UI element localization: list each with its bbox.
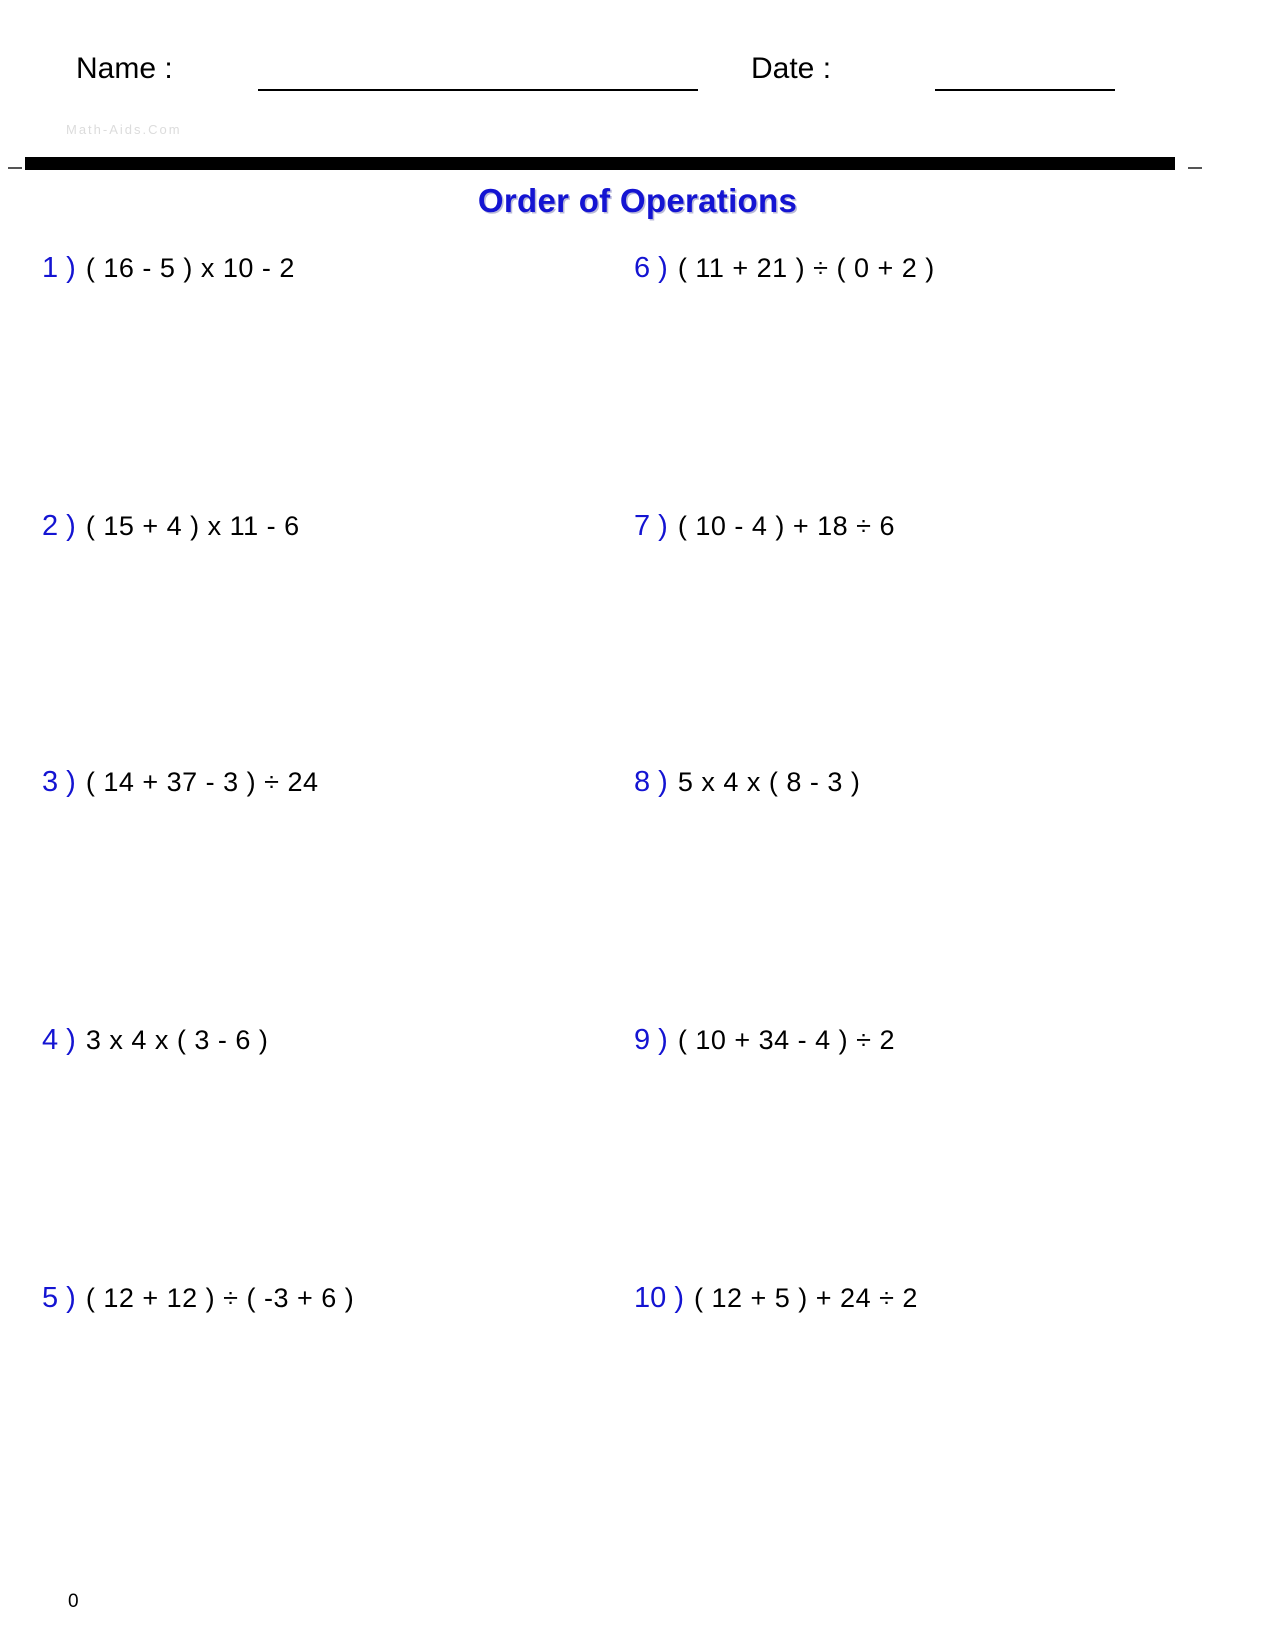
problem-expression: ( 10 + 34 - 4 ) ÷ 2 [677, 1025, 896, 1055]
problem-number: 10 ) [634, 1282, 684, 1314]
worksheet-header [0, 52, 1275, 112]
page-number: 0 [68, 1591, 79, 1612]
problem-item [42, 1024, 268, 1057]
date-label: Date : [751, 52, 832, 85]
problem-item [634, 766, 860, 799]
problem-expression: ( 10 - 4 ) + 18 ÷ 6 [677, 511, 896, 541]
problem-expression: ( 15 + 4 ) x 11 - 6 [85, 511, 300, 541]
name-write-line[interactable] [258, 89, 698, 91]
problem-expression: ( 16 - 5 ) x 10 - 2 [85, 253, 295, 283]
problem-expression: ( 12 + 5 ) + 24 ÷ 2 [693, 1283, 918, 1313]
problem-expression: ( 14 + 37 - 3 ) ÷ 24 [85, 767, 319, 797]
divider-bar [25, 157, 1175, 170]
problem-item [42, 510, 300, 543]
watermark-text: Math-Aids.Com [66, 122, 182, 137]
problem-number: 8 ) [634, 766, 668, 798]
problem-item [42, 1282, 354, 1315]
problem-item [42, 252, 295, 285]
header-divider [0, 155, 1275, 177]
problem-expression: 5 x 4 x ( 8 - 3 ) [677, 767, 861, 797]
problem-expression: ( 11 + 21 ) ÷ ( 0 + 2 ) [677, 253, 935, 283]
problem-number: 6 ) [634, 252, 668, 284]
name-label: Name : [76, 52, 173, 85]
date-write-line[interactable] [935, 89, 1115, 91]
problem-item [42, 766, 319, 799]
problem-number: 2 ) [42, 510, 76, 542]
problem-number: 5 ) [42, 1282, 76, 1314]
divider-tick-left [8, 167, 22, 169]
problem-number: 7 ) [634, 510, 668, 542]
problem-item [634, 1282, 918, 1315]
page-title: Order of Operations [477, 182, 798, 219]
problem-number: 4 ) [42, 1024, 76, 1056]
problem-item [634, 510, 895, 543]
problem-expression: ( 12 + 12 ) ÷ ( -3 + 6 ) [85, 1283, 355, 1313]
problem-number: 9 ) [634, 1024, 668, 1056]
divider-tick-right [1188, 167, 1202, 169]
problem-item [634, 1024, 895, 1057]
problem-number: 1 ) [42, 252, 76, 284]
problem-number: 3 ) [42, 766, 76, 798]
problem-item [634, 252, 935, 285]
problem-expression: 3 x 4 x ( 3 - 6 ) [85, 1025, 269, 1055]
